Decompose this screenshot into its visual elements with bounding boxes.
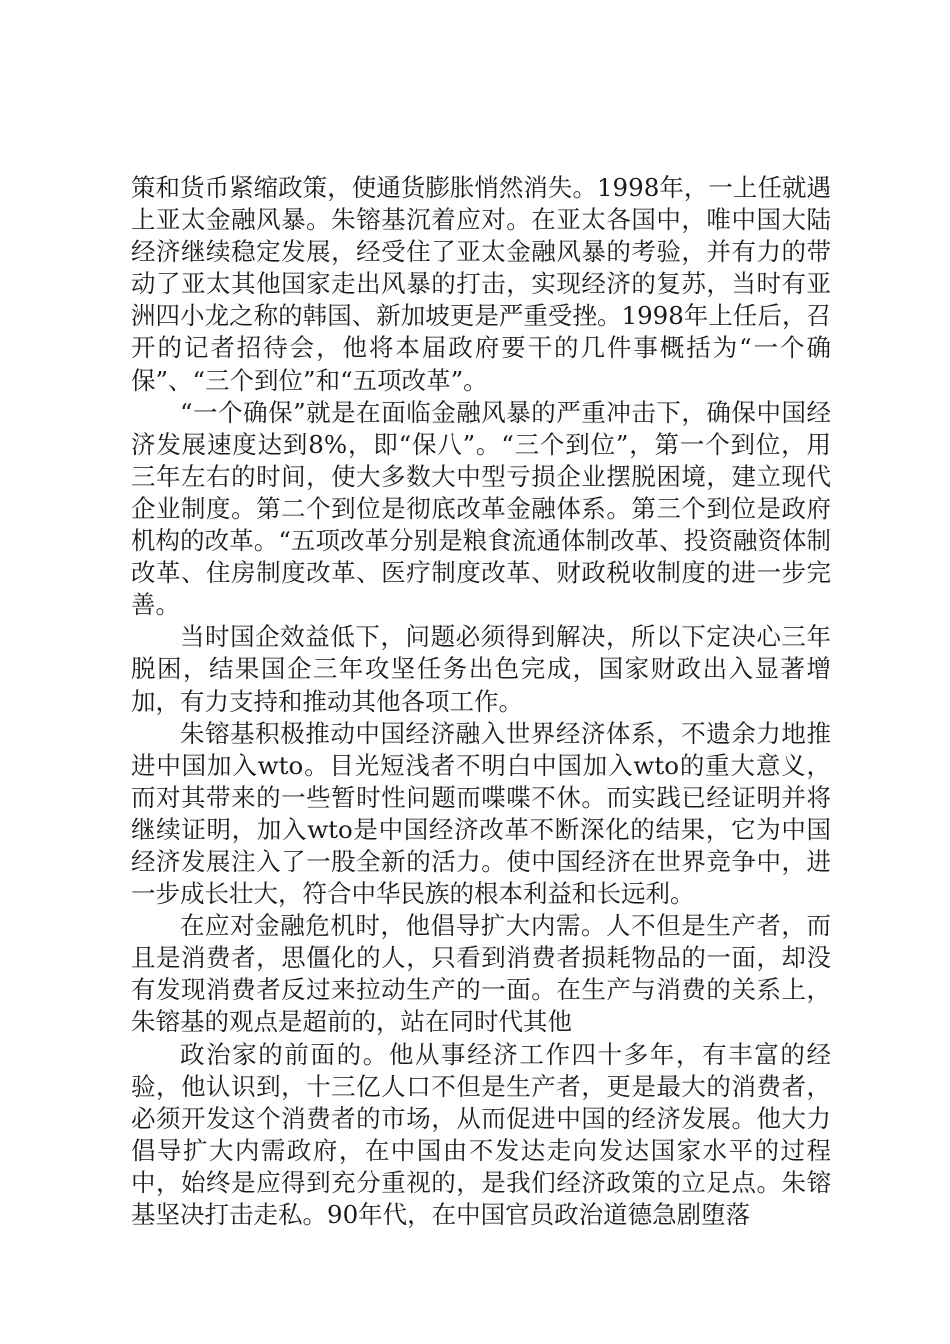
paragraph-6: 政治家的前面的。他从事经济工作四十多年，有丰富的经验，他认识到，十三亿人口不但是生产者，更是最大的消费者，必须开发这个消费者的市场，从而促进中国的经济发展。他大力倡导扩大内需政府，在中国由不发达走向发达国家水平的过程中，始终是应得到充分重视的，是我们经济政策的立足点。朱镕基坚决打击走私。90年代，在中国官员政治道德急剧堕落 [131, 1039, 831, 1229]
document-body [131, 172, 831, 1231]
paragraph-1: 策和货币紧缩政策，使通货膨胀悄然消失。1998年，一上任就遇上亚太金融风暴。朱镕基沉着应对。在亚太各国中，唯中国大陆经济继续稳定发展，经受住了亚太金融风暴的考验，并有力的带动了亚太其他国家走出风暴的打击，实现经济的复苏，当时有亚洲四小龙之称的韩国、新加坡更是严重受挫。1998年上任后，召开的记者招待会，他将本届政府要干的几件事概括为“一个确保”、“三个到位”和“五项改革”。 [131, 173, 831, 395]
paragraph-3: 当时国企效益低下，问题必须得到解决，所以下定决心三年脱困，结果国企三年攻坚任务出色完成，国家财政出入显著增加，有力支持和推动其他各项工作。 [131, 622, 831, 716]
paragraph-2: “一个确保”就是在面临金融风暴的严重冲击下，确保中国经济发展速度达到8%，即“保八”。“三个到位”，第一个到位，用三年左右的时间，使大多数大中型亏损企业摆脱困境，建立现代企业制度。第二个到位是彻底改革金融体系。第三个到位是政府机构的改革。“五项改革分别是粮食流通体制改革、投资融资体制改革、住房制度改革、医疗制度改革、财政税收制度的进一步完善。 [131, 397, 831, 620]
paragraph-4: 朱镕基积极推动中国经济融入世界经济体系，不遗余力地推进中国加入wto。目光短浅者不明白中国加入wto的重大意义，而对其带来的一些暂时性问题而喋喋不休。而实践已经证明并将继续证明，加入wto是中国经济改革不断深化的结果，它为中国经济发展注入了一股全新的活力。使中国经济在世界竞争中，进一步成长壮大，符合中华民族的根本利益和长远利。 [131, 718, 831, 909]
paragraph-5: 在应对金融危机时，他倡导扩大内需。人不但是生产者，而且是消费者，思僵化的人，只看到消费者损耗物品的一面，却没有发现消费者反过来拉动生产的一面。在生产与消费的关系上，朱镕基的观点是超前的，站在同时代其他 [131, 911, 831, 1037]
